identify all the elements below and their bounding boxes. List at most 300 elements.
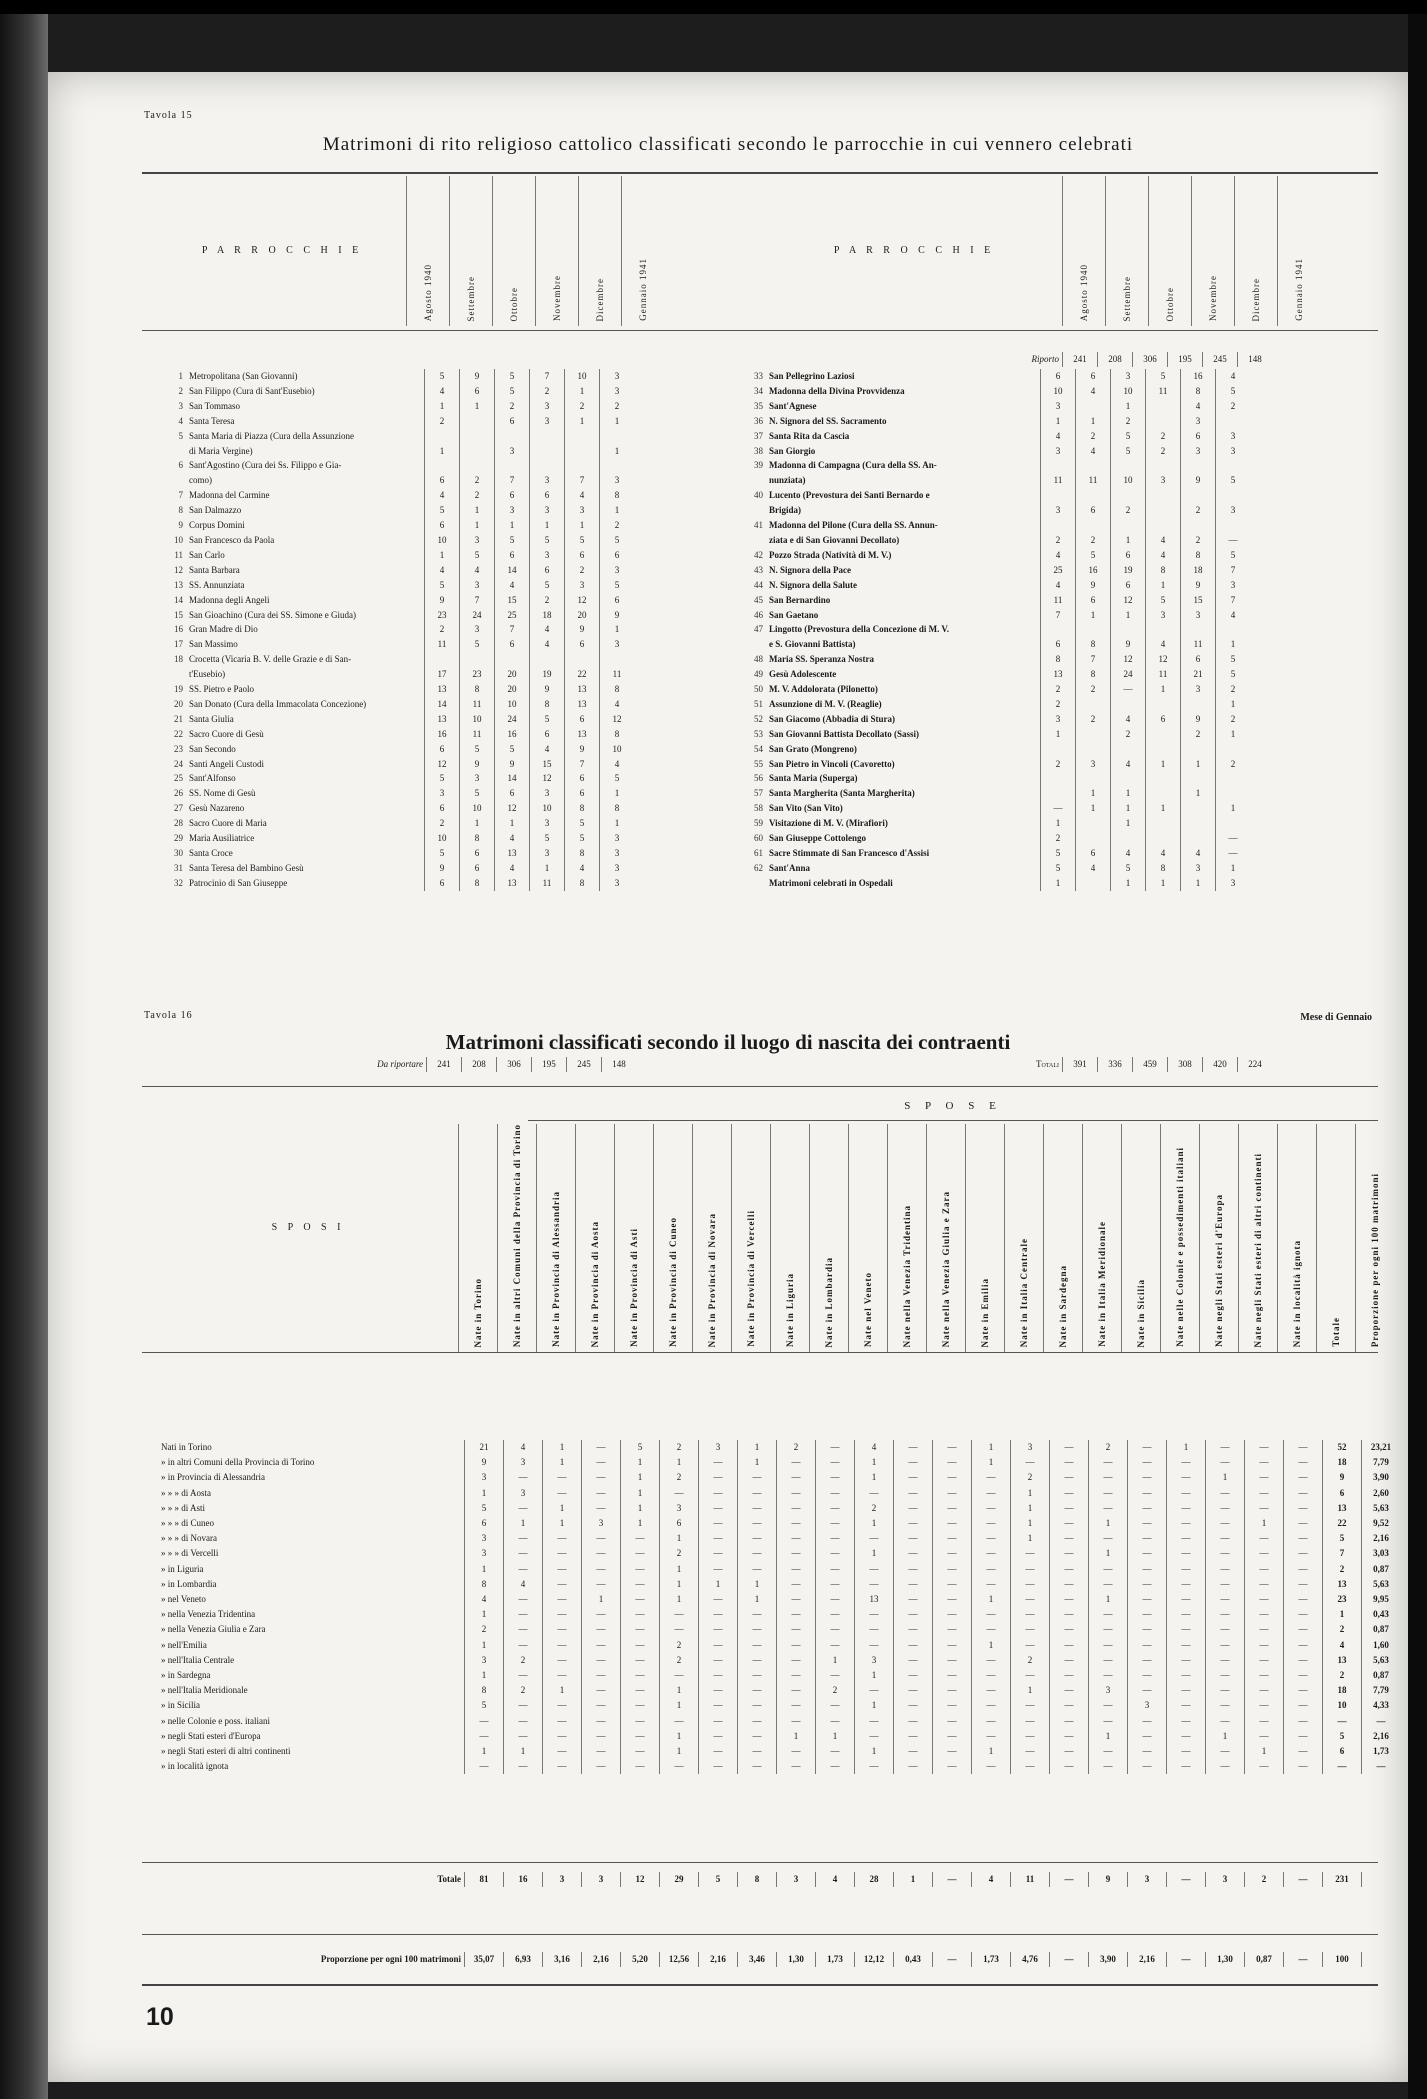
month-count: 4 xyxy=(1041,548,1076,563)
month-count: 1 xyxy=(565,518,600,533)
cell-value: — xyxy=(1245,1470,1284,1485)
parish-row xyxy=(158,518,634,533)
cell-value: 1 xyxy=(1011,1486,1050,1501)
cell-value: — xyxy=(621,1607,660,1622)
parish-number: 37 xyxy=(754,430,763,441)
month-count: 2 xyxy=(565,563,600,578)
parish-name: Crocetta (Vicaria B. V. delle Grazie e di San- xyxy=(189,654,352,665)
month-count: 8 xyxy=(1181,548,1216,563)
cell-value: — xyxy=(1128,1577,1167,1592)
month-count: 10 xyxy=(460,712,495,727)
parish-row xyxy=(158,801,634,816)
cell-value: 52 xyxy=(1323,1440,1362,1455)
cell-value: — xyxy=(1284,1683,1323,1698)
cell-value: 1 xyxy=(855,1744,894,1759)
cell-value: — xyxy=(933,1638,972,1653)
month-count xyxy=(495,652,530,667)
month-count: 1 xyxy=(1111,801,1146,816)
month-count: 2 xyxy=(1216,399,1251,414)
cell-value: — xyxy=(894,1486,933,1501)
cell-value: — xyxy=(504,1607,543,1622)
spose-column-header: Totale xyxy=(1317,1124,1356,1352)
month-count: 4 xyxy=(530,622,565,637)
month-count xyxy=(1076,488,1111,503)
totale-value: 11 xyxy=(1011,1872,1050,1887)
cell-value: — xyxy=(699,1729,738,1744)
month-count: 17 xyxy=(425,667,460,682)
month-count: 6 xyxy=(530,727,565,742)
cell-value: 1 xyxy=(972,1440,1011,1455)
cell-value: — xyxy=(1011,1698,1050,1713)
sposi-row xyxy=(158,1607,1400,1622)
page-number: 10 xyxy=(146,2003,174,2031)
cell-value: — xyxy=(933,1562,972,1577)
month-count: 9 xyxy=(425,593,460,608)
totale-value xyxy=(1362,1872,1401,1887)
cell-value: — xyxy=(1128,1455,1167,1470)
parish-row xyxy=(738,429,1250,444)
month-count: 1 xyxy=(460,503,495,518)
parish-number: 56 xyxy=(754,773,763,784)
cell-value: — xyxy=(504,1470,543,1485)
cell-value: 1 xyxy=(543,1440,582,1455)
proporzione-row xyxy=(158,1952,1400,1967)
cell-value: — xyxy=(1011,1744,1050,1759)
month-count: 3 xyxy=(460,771,495,786)
parish-name: Maria SS. Speranza Nostra xyxy=(769,654,874,665)
cell-value: 1 xyxy=(1011,1501,1050,1516)
cell-value: — xyxy=(1011,1455,1050,1470)
month-count: 2 xyxy=(1041,697,1076,712)
month-count: 15 xyxy=(495,593,530,608)
cell-value: — xyxy=(777,1577,816,1592)
cell-value: — xyxy=(933,1440,972,1455)
month-count: 4 xyxy=(1146,846,1181,861)
month-count: 4 xyxy=(1181,846,1216,861)
cell-value: — xyxy=(855,1638,894,1653)
parish-number: 40 xyxy=(754,490,763,501)
cell-value: — xyxy=(582,1638,621,1653)
cell-value: — xyxy=(1206,1577,1245,1592)
cell-value: — xyxy=(1206,1744,1245,1759)
cell-value: 1 xyxy=(855,1470,894,1485)
month-count: 10 xyxy=(425,831,460,846)
cell-value: — xyxy=(894,1546,933,1561)
month-count: 13 xyxy=(495,846,530,861)
cell-value: — xyxy=(816,1714,855,1729)
da-riportare-value: 195 xyxy=(532,1057,567,1072)
parish-number: 1 xyxy=(178,371,183,381)
month-count: 5 xyxy=(1041,846,1076,861)
month-count: 3 xyxy=(495,444,530,459)
month-count: 6 xyxy=(425,801,460,816)
cell-value: 1 xyxy=(582,1592,621,1607)
spose-column-header: Nate in Provincia di Aosta xyxy=(576,1124,615,1352)
month-header: Novembre xyxy=(536,176,579,326)
cell-value: 1 xyxy=(660,1562,699,1577)
month-count: 1 xyxy=(1216,801,1251,816)
month-count: 2 xyxy=(1076,533,1111,548)
parish-number: 22 xyxy=(174,728,183,739)
month-count: 5 xyxy=(565,533,600,548)
cell-value: — xyxy=(543,1622,582,1637)
month-count: 5 xyxy=(1111,444,1146,459)
parish-name: N. Signora della Pace xyxy=(769,564,851,575)
cell-value: — xyxy=(738,1607,777,1622)
cell-value: — xyxy=(1245,1638,1284,1653)
cell-value: — xyxy=(816,1638,855,1653)
cell-value: — xyxy=(738,1714,777,1729)
month-count: 9 xyxy=(460,757,495,772)
parrocchie-header-right: P A R R O C C H I E xyxy=(833,244,995,256)
cell-value: — xyxy=(699,1562,738,1577)
month-count xyxy=(1076,622,1111,637)
parish-number: 6 xyxy=(178,460,183,471)
parish-row xyxy=(738,399,1250,414)
spose-column-header: Nate in Provincia di Asti xyxy=(615,1124,654,1352)
cell-value: — xyxy=(1050,1592,1089,1607)
parish-row xyxy=(158,667,634,682)
parish-number: 39 xyxy=(754,460,763,471)
cell-value: — xyxy=(894,1531,933,1546)
tavola15-left-table xyxy=(158,369,634,891)
month-count: 5 xyxy=(425,503,460,518)
month-count: 7 xyxy=(460,593,495,608)
cell-value: 2 xyxy=(660,1546,699,1561)
cell-value: — xyxy=(777,1501,816,1516)
parish-row xyxy=(158,593,634,608)
parish-row xyxy=(738,458,1250,473)
cell-value: 1 xyxy=(465,1562,504,1577)
parish-name: San Pietro in Vincoli (Cavoretto) xyxy=(769,758,895,769)
cell-value: 3 xyxy=(1089,1683,1128,1698)
parish-row xyxy=(158,608,634,623)
month-count: 1 xyxy=(1146,801,1181,816)
cell-value: — xyxy=(738,1698,777,1713)
cell-value: — xyxy=(777,1470,816,1485)
totali-label: Totali xyxy=(1035,1059,1059,1069)
cell-value: — xyxy=(1050,1607,1089,1622)
cell-value: 5 xyxy=(465,1698,504,1713)
parish-name: Sacre Stimmate di San Francesco d'Assisi xyxy=(769,848,930,858)
da-riportare-value: 306 xyxy=(497,1057,532,1072)
parish-name: San Gioachino (Cura dei SS. Simone e Giuda) xyxy=(189,609,356,620)
parish-number: 47 xyxy=(754,624,763,635)
month-count: 4 xyxy=(530,742,565,757)
cell-value: — xyxy=(582,1622,621,1637)
spose-column-header: Nate in Italia Meridionale xyxy=(1083,1124,1122,1352)
month-count: 2 xyxy=(1181,533,1216,548)
parish-name: SS. Pietro e Paolo xyxy=(189,684,255,695)
month-count: 2 xyxy=(1111,503,1146,518)
sposi-label: » in Provincia di Alessandria xyxy=(161,1472,265,1483)
cell-value: — xyxy=(894,1744,933,1759)
month-count: — xyxy=(1216,831,1251,846)
month-count xyxy=(1216,518,1251,533)
parish-name: Santa Rita da Cascia xyxy=(769,430,850,441)
cell-value: — xyxy=(1128,1714,1167,1729)
cell-value: — xyxy=(621,1577,660,1592)
month-count: 10 xyxy=(1041,384,1076,399)
parish-number: 52 xyxy=(754,713,763,724)
month-count: 6 xyxy=(530,563,565,578)
parish-row xyxy=(158,786,634,801)
parish-row xyxy=(158,831,634,846)
month-count: 25 xyxy=(495,608,530,623)
spose-column-header: Nate in Torino xyxy=(459,1124,498,1352)
month-count: 6 xyxy=(495,488,530,503)
month-header: Gennaio 1941 xyxy=(1278,176,1321,326)
proporzione-value: 2,16 xyxy=(1128,1952,1167,1967)
cell-value: — xyxy=(1206,1562,1245,1577)
parish-number: 54 xyxy=(754,743,763,754)
month-count xyxy=(495,429,530,444)
parish-number: 27 xyxy=(174,803,183,814)
scan-binding-shadow xyxy=(0,14,48,2099)
month-count: 7 xyxy=(495,473,530,488)
tavola16-totale-rule xyxy=(142,1862,1378,1863)
month-count xyxy=(425,429,460,444)
cell-value: — xyxy=(933,1501,972,1516)
cell-value: — xyxy=(465,1714,504,1729)
month-count: 5 xyxy=(1111,861,1146,876)
month-count: 3 xyxy=(600,369,635,384)
cell-value: — xyxy=(1128,1501,1167,1516)
cell-value: — xyxy=(972,1668,1011,1683)
cell-value: 1 xyxy=(543,1501,582,1516)
parish-name: Madonna di Campagna (Cura della SS. An- xyxy=(769,460,937,471)
month-count: 4 xyxy=(1076,861,1111,876)
parish-number: 60 xyxy=(754,833,763,844)
month-count xyxy=(1146,816,1181,831)
da-riportare-value: 245 xyxy=(567,1057,602,1072)
month-count xyxy=(1181,488,1216,503)
cell-value: — xyxy=(1206,1622,1245,1637)
month-count: 2 xyxy=(425,816,460,831)
month-count: 11 xyxy=(460,697,495,712)
cell-value: — xyxy=(1206,1440,1245,1455)
month-count: 13 xyxy=(1041,667,1076,682)
month-count: 11 xyxy=(1076,473,1111,488)
cell-value: — xyxy=(1011,1714,1050,1729)
month-count: 1 xyxy=(565,384,600,399)
month-count xyxy=(1076,771,1111,786)
month-count: 1 xyxy=(600,816,635,831)
cell-value: — xyxy=(1011,1759,1050,1774)
cell-value: — xyxy=(1284,1714,1323,1729)
month-header: Dicembre xyxy=(579,176,622,326)
column-header-row xyxy=(459,1124,1395,1352)
month-count: 3 xyxy=(1216,444,1251,459)
cell-value: 1 xyxy=(1011,1531,1050,1546)
month-count xyxy=(460,652,495,667)
cell-value: — xyxy=(582,1531,621,1546)
cell-value: 1 xyxy=(1011,1683,1050,1698)
month-count: 13 xyxy=(565,727,600,742)
month-count: 18 xyxy=(1181,563,1216,578)
cell-value: — xyxy=(1128,1683,1167,1698)
cell-value: 6 xyxy=(660,1516,699,1531)
month-count: 8 xyxy=(600,727,635,742)
month-count: 1 xyxy=(1146,578,1181,593)
cell-value: — xyxy=(972,1698,1011,1713)
parish-number: 19 xyxy=(174,684,183,695)
cell-value: 1 xyxy=(660,1577,699,1592)
month-count: 2 xyxy=(1216,682,1251,697)
month-count: 5 xyxy=(1216,548,1251,563)
cell-value: 13 xyxy=(855,1592,894,1607)
cell-value: 21 xyxy=(465,1440,504,1455)
cell-value: — xyxy=(855,1729,894,1744)
cell-value: — xyxy=(1089,1455,1128,1470)
cell-value: — xyxy=(504,1622,543,1637)
month-count: 5 xyxy=(460,786,495,801)
cell-value: — xyxy=(543,1531,582,1546)
cell-value: — xyxy=(738,1470,777,1485)
parish-number: 50 xyxy=(754,684,763,695)
cell-value: — xyxy=(972,1714,1011,1729)
parish-name: San Bernardino xyxy=(769,594,831,605)
cell-value: — xyxy=(699,1698,738,1713)
month-count xyxy=(460,429,495,444)
month-count: 6 xyxy=(425,876,460,891)
month-count: 1 xyxy=(460,518,495,533)
month-count: 1 xyxy=(425,444,460,459)
cell-value: 3,03 xyxy=(1362,1546,1401,1561)
parish-name: Santa Barbara xyxy=(189,564,240,575)
riporto-value: 306 xyxy=(1133,352,1168,367)
cell-value: — xyxy=(1284,1744,1323,1759)
proporzione-value: — xyxy=(1167,1952,1206,1967)
month-count: 5 xyxy=(460,637,495,652)
month-count: 8 xyxy=(460,876,495,891)
cell-value: — xyxy=(894,1470,933,1485)
cell-value: — xyxy=(543,1729,582,1744)
cell-value: — xyxy=(933,1486,972,1501)
month-count: 3 xyxy=(1216,503,1251,518)
month-count: 3 xyxy=(1181,861,1216,876)
parish-number: 25 xyxy=(174,773,183,784)
month-count: 1 xyxy=(1181,876,1216,891)
month-count xyxy=(530,652,565,667)
parish-row xyxy=(738,742,1250,757)
riporto-row xyxy=(766,352,1272,367)
month-count: 4 xyxy=(1076,384,1111,399)
month-count: 6 xyxy=(565,712,600,727)
riporto-value: 148 xyxy=(1238,352,1273,367)
sposi-row xyxy=(158,1546,1400,1561)
cell-value: 2 xyxy=(1323,1622,1362,1637)
cell-value: — xyxy=(543,1759,582,1774)
cell-value: — xyxy=(465,1729,504,1744)
cell-value: — xyxy=(504,1759,543,1774)
parish-name: Sant'Anna xyxy=(769,862,811,873)
proporzione-value: 5,20 xyxy=(621,1952,660,1967)
cell-value: — xyxy=(894,1759,933,1774)
cell-value: — xyxy=(933,1607,972,1622)
cell-value: — xyxy=(933,1744,972,1759)
cell-value: — xyxy=(1089,1486,1128,1501)
month-count: 3 xyxy=(1041,399,1076,414)
spose-column-header: Nate in Sardegna xyxy=(1044,1124,1083,1352)
parish-row xyxy=(158,637,634,652)
spose-column-header: Nate in Liguria xyxy=(771,1124,810,1352)
month-count xyxy=(1041,458,1076,473)
month-count: 5 xyxy=(1216,384,1251,399)
month-count: 3 xyxy=(565,578,600,593)
month-count xyxy=(1041,622,1076,637)
totale-row xyxy=(158,1872,1400,1887)
cell-value: — xyxy=(1284,1592,1323,1607)
month-count xyxy=(530,429,565,444)
totale-label: Totale xyxy=(437,1874,461,1884)
cell-value: 1 xyxy=(465,1486,504,1501)
parish-number: 35 xyxy=(754,400,763,411)
parish-row xyxy=(738,757,1250,772)
parish-name: Visitazione di M. V. (Mirafiori) xyxy=(769,818,888,829)
month-count: 3 xyxy=(600,473,635,488)
month-count: 4 xyxy=(495,861,530,876)
month-count: 12 xyxy=(1146,652,1181,667)
month-count: 6 xyxy=(1181,429,1216,444)
spose-column-header: Nate nella Venezia Tridentina xyxy=(888,1124,927,1352)
cell-value: 3 xyxy=(465,1470,504,1485)
month-count: 2 xyxy=(1076,429,1111,444)
cell-value: — xyxy=(1167,1607,1206,1622)
month-count xyxy=(1216,458,1251,473)
parish-name: San Filippo (Cura di Sant'Eusebio) xyxy=(189,385,315,396)
month-count: 8 xyxy=(565,801,600,816)
month-count: 1 xyxy=(425,399,460,414)
cell-value: 1 xyxy=(465,1638,504,1653)
parish-name: SS. Nome di Gesù xyxy=(189,788,256,799)
cell-value: — xyxy=(855,1577,894,1592)
cell-value: 1 xyxy=(855,1455,894,1470)
sposi-row xyxy=(158,1592,1400,1607)
month-count: 8 xyxy=(1181,384,1216,399)
proporzione-value: 2,16 xyxy=(699,1952,738,1967)
parish-name: Sant'Agostino (Cura dei Ss. Filippo e Gia- xyxy=(189,460,342,471)
parish-number: 48 xyxy=(754,654,763,665)
month-count: 1 xyxy=(565,414,600,429)
cell-value: — xyxy=(1245,1622,1284,1637)
parish-number: 24 xyxy=(174,758,183,769)
cell-value: — xyxy=(738,1744,777,1759)
month-count: 3 xyxy=(495,503,530,518)
month-count: 12 xyxy=(425,757,460,772)
month-count xyxy=(1181,518,1216,533)
sposi-row xyxy=(158,1729,1400,1744)
month-count xyxy=(1076,697,1111,712)
document-page xyxy=(48,72,1408,2082)
parish-number: 16 xyxy=(174,624,183,635)
month-count: 2 xyxy=(1216,757,1251,772)
month-count: 8 xyxy=(1041,652,1076,667)
month-count xyxy=(1076,831,1111,846)
cell-value: — xyxy=(972,1622,1011,1637)
parish-name: San Pellegrino Laziosi xyxy=(769,371,855,381)
cell-value: — xyxy=(816,1562,855,1577)
cell-value: — xyxy=(972,1531,1011,1546)
sposi-row xyxy=(158,1516,1400,1531)
month-header: Ottobre xyxy=(493,176,536,326)
cell-value: 4 xyxy=(465,1592,504,1607)
cell-value: — xyxy=(1050,1501,1089,1516)
totale-value: — xyxy=(933,1872,972,1887)
cell-value: — xyxy=(816,1622,855,1637)
cell-value: 3 xyxy=(660,1501,699,1516)
parish-row xyxy=(158,533,634,548)
